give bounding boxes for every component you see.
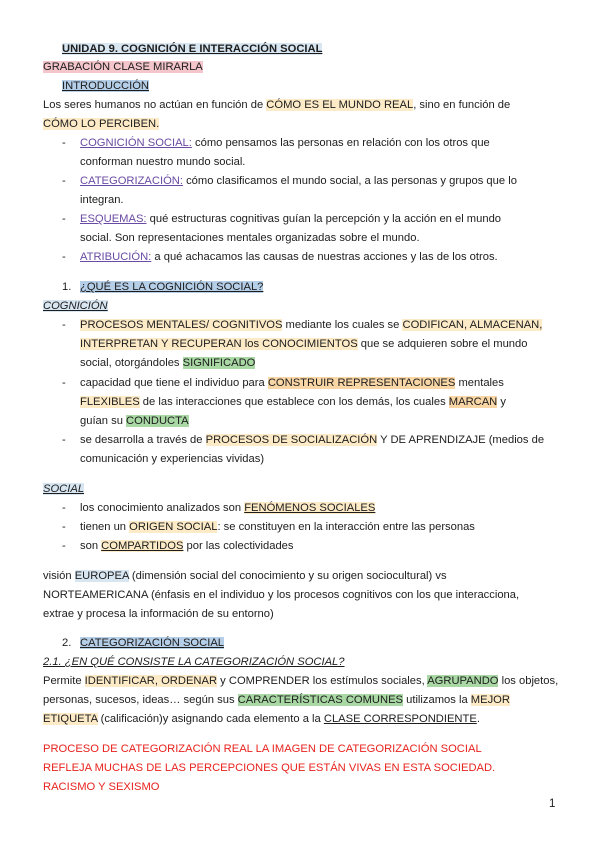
intro-item-cognicion-cont: conforman nuestro mundo social. — [80, 156, 246, 168]
bullet-dash: - — [62, 502, 66, 514]
bullet-dash: - — [62, 377, 66, 389]
categorization-line3: ETIQUETA (calificación)y asignando cada elemento a la CLASE CORRESPONDIENTE. — [43, 713, 480, 725]
intro-item-esquemas: ESQUEMAS: qué estructuras cognitivas guían la percepción y la acción en el mundo — [80, 213, 502, 225]
cognicion-bullet1-line3: social, otorgándoles SIGNIFICADO — [80, 357, 256, 369]
red-note-line1: PROCESO DE CATEGORIZACIÓN REAL LA IMAGEN DE CATEGORIZACIÓN SOCIAL — [43, 743, 482, 755]
subsection-2-1: 2.1. ¿EN QUÉ CONSISTE LA CATEGORIZACIÓN SOCIAL? — [43, 656, 345, 668]
section1-heading: ¿QUÉ ES LA COGNICIÓN SOCIAL? — [80, 281, 264, 293]
intro-item-cognicion: COGNICIÓN SOCIAL: cómo pensamos las personas en relación con los otros que — [80, 137, 490, 149]
intro-paragraph-line2: CÓMO LO PERCIBEN. — [43, 118, 160, 130]
intro-paragraph-line1: Los seres humanos no actúan en función de CÓMO ES EL MUNDO REAL, sino en función de — [43, 99, 511, 111]
bullet-dash: - — [62, 175, 66, 187]
bullet-dash: - — [62, 251, 66, 263]
page-number: 1 — [549, 798, 556, 810]
vision-line2: NORTEAMERICANA (énfasis en el individuo y los procesos cognitivos con los que interacciona, — [43, 589, 520, 601]
social-bullet1: los conocimiento analizados son FENÓMENOS SOCIALES — [80, 502, 376, 514]
intro-heading: INTRODUCCIÓN — [62, 80, 150, 92]
categorization-line2: personas, sucesos, ideas… según sus CARACTERÍSTICAS COMUNES utilizamos la MEJOR — [43, 694, 510, 706]
social-label: SOCIAL — [43, 483, 85, 495]
vision-line1: visión EUROPEA (dimensión social del conocimiento y su origen sociocultural) vs — [43, 570, 447, 582]
cognicion-bullet3-line2: comunicación y experiencias vividas) — [80, 453, 265, 465]
intro-item-esquemas-cont: social. Son representaciones mentales organizadas sobre el mundo. — [80, 232, 420, 244]
recording-note: GRABACIÓN CLASE MIRARLA — [43, 61, 203, 73]
social-bullet3: son COMPARTIDOS por las colectividades — [80, 540, 294, 552]
bullet-dash: - — [62, 434, 66, 446]
intro-item-categorizacion-cont: integran. — [80, 194, 124, 206]
section2-heading: CATEGORIZACIÓN SOCIAL — [80, 637, 225, 649]
cognicion-bullet3-line1: se desarrolla a través de PROCESOS DE SOCIALIZACIÓN Y DE APRENDIZAJE (medios de — [80, 434, 545, 446]
intro-item-atribucion: ATRIBUCIÓN: a qué achacamos las causas de nuestras acciones y las de los otros. — [80, 251, 498, 263]
cognicion-bullet2-line3: guían su CONDUCTA — [80, 415, 189, 427]
bullet-dash: - — [62, 137, 66, 149]
doc-title: UNIDAD 9. COGNICIÓN E INTERACCIÓN SOCIAL — [62, 43, 323, 55]
section2-number: 2. — [62, 637, 72, 649]
red-note-line2: REFLEJA MUCHAS DE LAS PERCEPCIONES QUE ESTÁN VIVAS EN ESTA SOCIEDAD. — [43, 762, 496, 774]
bullet-dash: - — [62, 540, 66, 552]
intro-item-categorizacion: CATEGORIZACIÓN: cómo clasificamos el mundo social, a las personas y grupos que lo — [80, 175, 517, 187]
cognicion-bullet1-line1: PROCESOS MENTALES/ COGNITIVOS mediante los cuales se CODIFICAN, ALMACENAN, — [80, 319, 543, 331]
categorization-line1: Permite IDENTIFICAR, ORDENAR y COMPRENDER los estímulos sociales, AGRUPANDO los objetos, — [43, 675, 559, 687]
bullet-dash: - — [62, 319, 66, 331]
cognicion-bullet1-line2: INTERPRETAN Y RECUPERAN los CONOCIMIENTOS que se adquieren sobre el mundo — [80, 338, 528, 350]
bullet-dash: - — [62, 213, 66, 225]
cognicion-label: COGNICIÓN — [43, 300, 108, 312]
red-note-line3: RACISMO Y SEXISMO — [43, 781, 160, 793]
vision-line3: extrae y procesa la información de su entorno) — [43, 608, 274, 620]
section1-number: 1. — [62, 281, 72, 293]
social-bullet2: tienen un ORIGEN SOCIAL: se constituyen en la interacción entre las personas — [80, 521, 475, 533]
bullet-dash: - — [62, 521, 66, 533]
cognicion-bullet2-line2: FLEXIBLES de las interacciones que establece con los demás, los cuales MARCAN y — [80, 396, 506, 408]
cognicion-bullet2-line1: capacidad que tiene el individuo para CONSTRUIR REPRESENTACIONES mentales — [80, 377, 504, 389]
